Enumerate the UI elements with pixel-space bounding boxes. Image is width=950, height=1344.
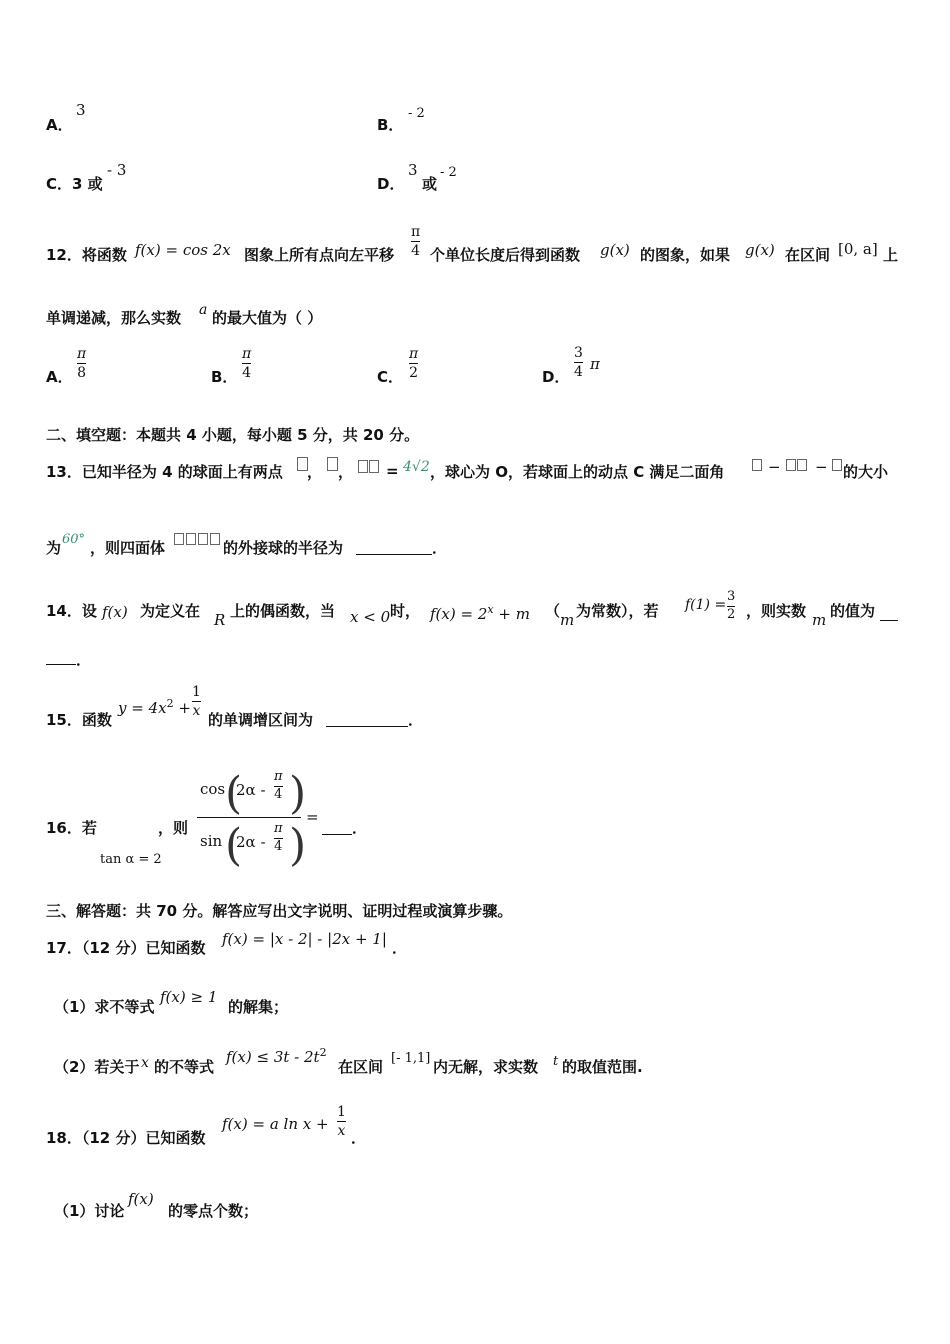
q12-intro: 12．将函数 (46, 246, 127, 264)
fraction-bar (77, 363, 86, 364)
q12-var-a: a (199, 302, 208, 318)
q17-interval: [- 1,1] (391, 1051, 431, 1066)
q14-end: ． (76, 651, 92, 669)
fraction-num: 1 (192, 684, 201, 700)
q17-part1-expr: f(x) ≥ 1 (160, 988, 218, 1006)
section-2-heading: 二、填空题：本题共 4 小题，每小题 5 分，共 20 分。 (46, 426, 420, 444)
q16-bottom-fn: sin (200, 832, 223, 850)
q11-option-a-value: 3 (76, 101, 86, 119)
q15-answer-blank[interactable] (326, 726, 408, 727)
q12-option-b-label: B． (211, 368, 238, 386)
fraction-den: 4 (274, 838, 283, 854)
q16-end: ． (352, 819, 368, 837)
q17-part1-b: 的解集； (228, 998, 289, 1016)
q12-option-d-fraction (574, 345, 583, 380)
q17-part2-e: 的取值范围. (562, 1058, 643, 1076)
q17-part2-exp: 2 (319, 1046, 327, 1059)
q12-shift-fraction (411, 224, 420, 259)
q14-expression (430, 604, 530, 622)
left-paren: ( (225, 820, 243, 871)
q18-end: ． (351, 1129, 367, 1147)
q11-option-c-label: C．3 或 (46, 175, 103, 193)
q12-option-a-label: A． (46, 368, 73, 386)
fraction-num: 1 (337, 1104, 346, 1120)
q17-var-x: x (141, 1055, 149, 1071)
q12-text-1: 图象上所有点向左平移 (244, 246, 395, 264)
q12-text-3: 的图象，如果 (640, 246, 731, 264)
fraction-den: 2 (727, 606, 736, 622)
q12-function-g1: g(x) (600, 241, 630, 259)
q16-condition: tan α = 2 (100, 852, 162, 867)
missing-glyph-box (327, 457, 338, 471)
missing-glyph-box (358, 460, 368, 473)
q13-line2-c: 的外接球的半径为 (223, 539, 344, 557)
q13-length-value: 4√2 (403, 459, 430, 475)
fraction-den: 8 (77, 365, 87, 382)
q12-shift-num: π (411, 224, 421, 240)
q13-comma-1: ， (307, 463, 323, 481)
q13-line2-b: ，则四面体 (90, 539, 166, 557)
q12-text-4: 在区间 (785, 246, 831, 264)
q16-text-b: ，则 (158, 819, 189, 837)
q12-line2-b: 的最大值为（ ） (212, 309, 323, 327)
q13-line2-a: 为 (46, 539, 62, 557)
q13-text-b: ，球心为 O，若球面上的动点 C 满足二面角 (430, 463, 725, 481)
q14-R: R (214, 611, 226, 629)
q14-expr-tail: + m (493, 605, 530, 623)
q17-part2-c: 在区间 (338, 1058, 384, 1076)
missing-glyph-box (832, 459, 842, 471)
q17-end: ． (392, 939, 408, 957)
missing-glyph-box (369, 460, 379, 473)
fraction-num: π (274, 821, 283, 836)
q16-bottom-pi-fraction (274, 822, 283, 855)
q11-option-d-or: 或 (422, 175, 438, 193)
q14-text-a: 14．设 (46, 602, 97, 620)
q16-top-fn: cos (200, 780, 226, 798)
q12-option-c-fraction (409, 346, 418, 381)
missing-glyph-box (186, 533, 196, 545)
q15-end: ． (408, 711, 424, 729)
q15-text-b: 的单调增区间为 (208, 711, 314, 729)
q13-dash-2: − (815, 458, 828, 476)
q15-text-a: 15．函数 (46, 711, 112, 729)
q17-part2-expr (226, 1047, 327, 1065)
q17-expression: f(x) = |x - 2| - |2x + 1| (222, 930, 387, 948)
fraction-num: 3 (727, 589, 736, 604)
q18-part1-a: （1）讨论 (54, 1202, 125, 1220)
fraction-bar (574, 362, 583, 363)
fraction-bar (192, 701, 201, 702)
q15-fraction (192, 684, 201, 719)
q12-option-b-fraction (242, 346, 251, 381)
q17-text-a: 17．（12 分）已知函数 (46, 939, 206, 957)
fraction-bar (411, 241, 420, 242)
q14-condition: x < 0 (350, 608, 391, 626)
fraction-den: 4 (242, 365, 252, 382)
q11-option-c-value: - 3 (107, 161, 127, 179)
q12-option-d-pi: π (590, 355, 600, 373)
q14-m2: m (812, 611, 827, 629)
fraction-num: π (77, 346, 87, 362)
q16-answer-blank[interactable] (322, 834, 352, 835)
q14-text-h: 的值为 (830, 602, 876, 620)
q16-bottom-arg: 2α - (236, 833, 266, 851)
fraction-den: x (192, 703, 201, 720)
q14-text-b: 为定义在 (140, 602, 201, 620)
q15-expr-plus: + (173, 699, 191, 717)
q18-expression: f(x) = a ln x + (222, 1115, 329, 1133)
q11-option-d-value1: 3 (408, 161, 418, 179)
q15-expression (118, 698, 191, 716)
fraction-bar (242, 363, 251, 364)
fraction-num: π (274, 769, 283, 784)
q11-option-a-label: A． (46, 116, 73, 134)
q16-text-a: 16．若 (46, 819, 97, 837)
q12-option-c-label: C． (377, 368, 404, 386)
missing-glyph-box (797, 459, 807, 471)
q11-option-b-label: B． (377, 116, 404, 134)
q13-comma-2: ， (338, 463, 354, 481)
q14-text-f: 为常数），若 (576, 602, 659, 620)
q15-expr-exp: 2 (166, 697, 174, 710)
q12-function-g2: g(x) (745, 241, 775, 259)
missing-glyph-box (198, 533, 208, 545)
q12-shift-den: 4 (411, 243, 421, 260)
fraction-den: 4 (274, 786, 283, 802)
q14-m1: m (560, 611, 575, 629)
q14-fraction (727, 590, 735, 623)
q11-option-d-value2: - 2 (440, 165, 457, 180)
q13-text-c: 的大小 (843, 463, 889, 481)
q12-option-a-fraction (77, 346, 86, 381)
q16-main-fraction-bar (197, 817, 301, 818)
q14-text-g: ，则实数 (746, 602, 807, 620)
missing-glyph-box (210, 533, 220, 545)
q14-expr-main: f(x) = 2 (430, 605, 488, 623)
q18-text-a: 18．（12 分）已知函数 (46, 1129, 206, 1147)
missing-glyph-box (752, 459, 762, 471)
q14-f: f(x) (102, 603, 128, 621)
q14-text-c: 上的偶函数，当 (230, 602, 336, 620)
missing-glyph-box (174, 533, 184, 545)
section-3-heading: 三、解答题：共 70 分。解答应写出文字说明、证明过程或演算步骤。 (46, 902, 513, 920)
fraction-den: 2 (409, 365, 419, 382)
fraction-num: 3 (574, 345, 583, 361)
q13-angle-value: 60° (62, 532, 86, 547)
q12-option-d-label: D． (542, 368, 570, 386)
q17-part2-b: 的不等式 (154, 1058, 215, 1076)
q14-answer-blank-2[interactable] (46, 664, 76, 665)
fraction-bar (409, 363, 418, 364)
q17-part2-expr-main: f(x) ≤ 3t - 2t (226, 1048, 320, 1066)
q13-end: ． (432, 539, 448, 557)
q12-line2-a: 单调递减，那么实数 (46, 309, 182, 327)
q12-function-f: f(x) = cos 2x (135, 241, 231, 259)
left-paren: ( (225, 768, 243, 819)
q14-f1: f(1) = (685, 597, 727, 613)
q18-fraction (337, 1104, 346, 1139)
right-paren: ) (289, 768, 307, 819)
q12-text-5: 上 (883, 246, 899, 264)
q13-equals: = (386, 462, 399, 480)
q17-part1-a: （1）求不等式 (54, 998, 155, 1016)
q16-top-arg: 2α - (236, 781, 266, 799)
fraction-den: x (337, 1123, 346, 1140)
q11-option-d-label: D． (377, 175, 405, 193)
q14-text-e: （ (545, 602, 561, 620)
q16-equals: = (306, 808, 319, 826)
fraction-bar (337, 1121, 346, 1122)
missing-glyph-box (786, 459, 796, 471)
q18-part1-b: 的零点个数； (168, 1202, 259, 1220)
fraction-num: π (242, 346, 252, 362)
q15-expr-main: y = 4x (118, 699, 167, 717)
right-paren: ) (289, 820, 307, 871)
q13-dash-1: − (768, 458, 781, 476)
q13-answer-blank[interactable] (356, 554, 432, 555)
q14-answer-blank-1[interactable] (880, 620, 898, 621)
q11-option-b-value: - 2 (408, 106, 425, 121)
q14-text-d: 时， (390, 602, 421, 620)
q12-text-2: 个单位长度后得到函数 (430, 246, 581, 264)
q17-part2-a: （2）若关于 (54, 1058, 140, 1076)
fraction-num: π (409, 346, 419, 362)
q16-top-pi-fraction (274, 770, 283, 803)
q12-interval: [0, a] (838, 240, 878, 258)
q17-part2-d: 内无解，求实数 (433, 1058, 539, 1076)
q14-expr-exp: x (487, 603, 494, 616)
q18-part1-expr: f(x) (128, 1190, 154, 1208)
fraction-den: 4 (574, 364, 583, 381)
q13-text-a: 13．已知半径为 4 的球面上有两点 (46, 463, 283, 481)
q16-big-fraction (197, 768, 307, 871)
q17-var-t: t (553, 1054, 559, 1069)
